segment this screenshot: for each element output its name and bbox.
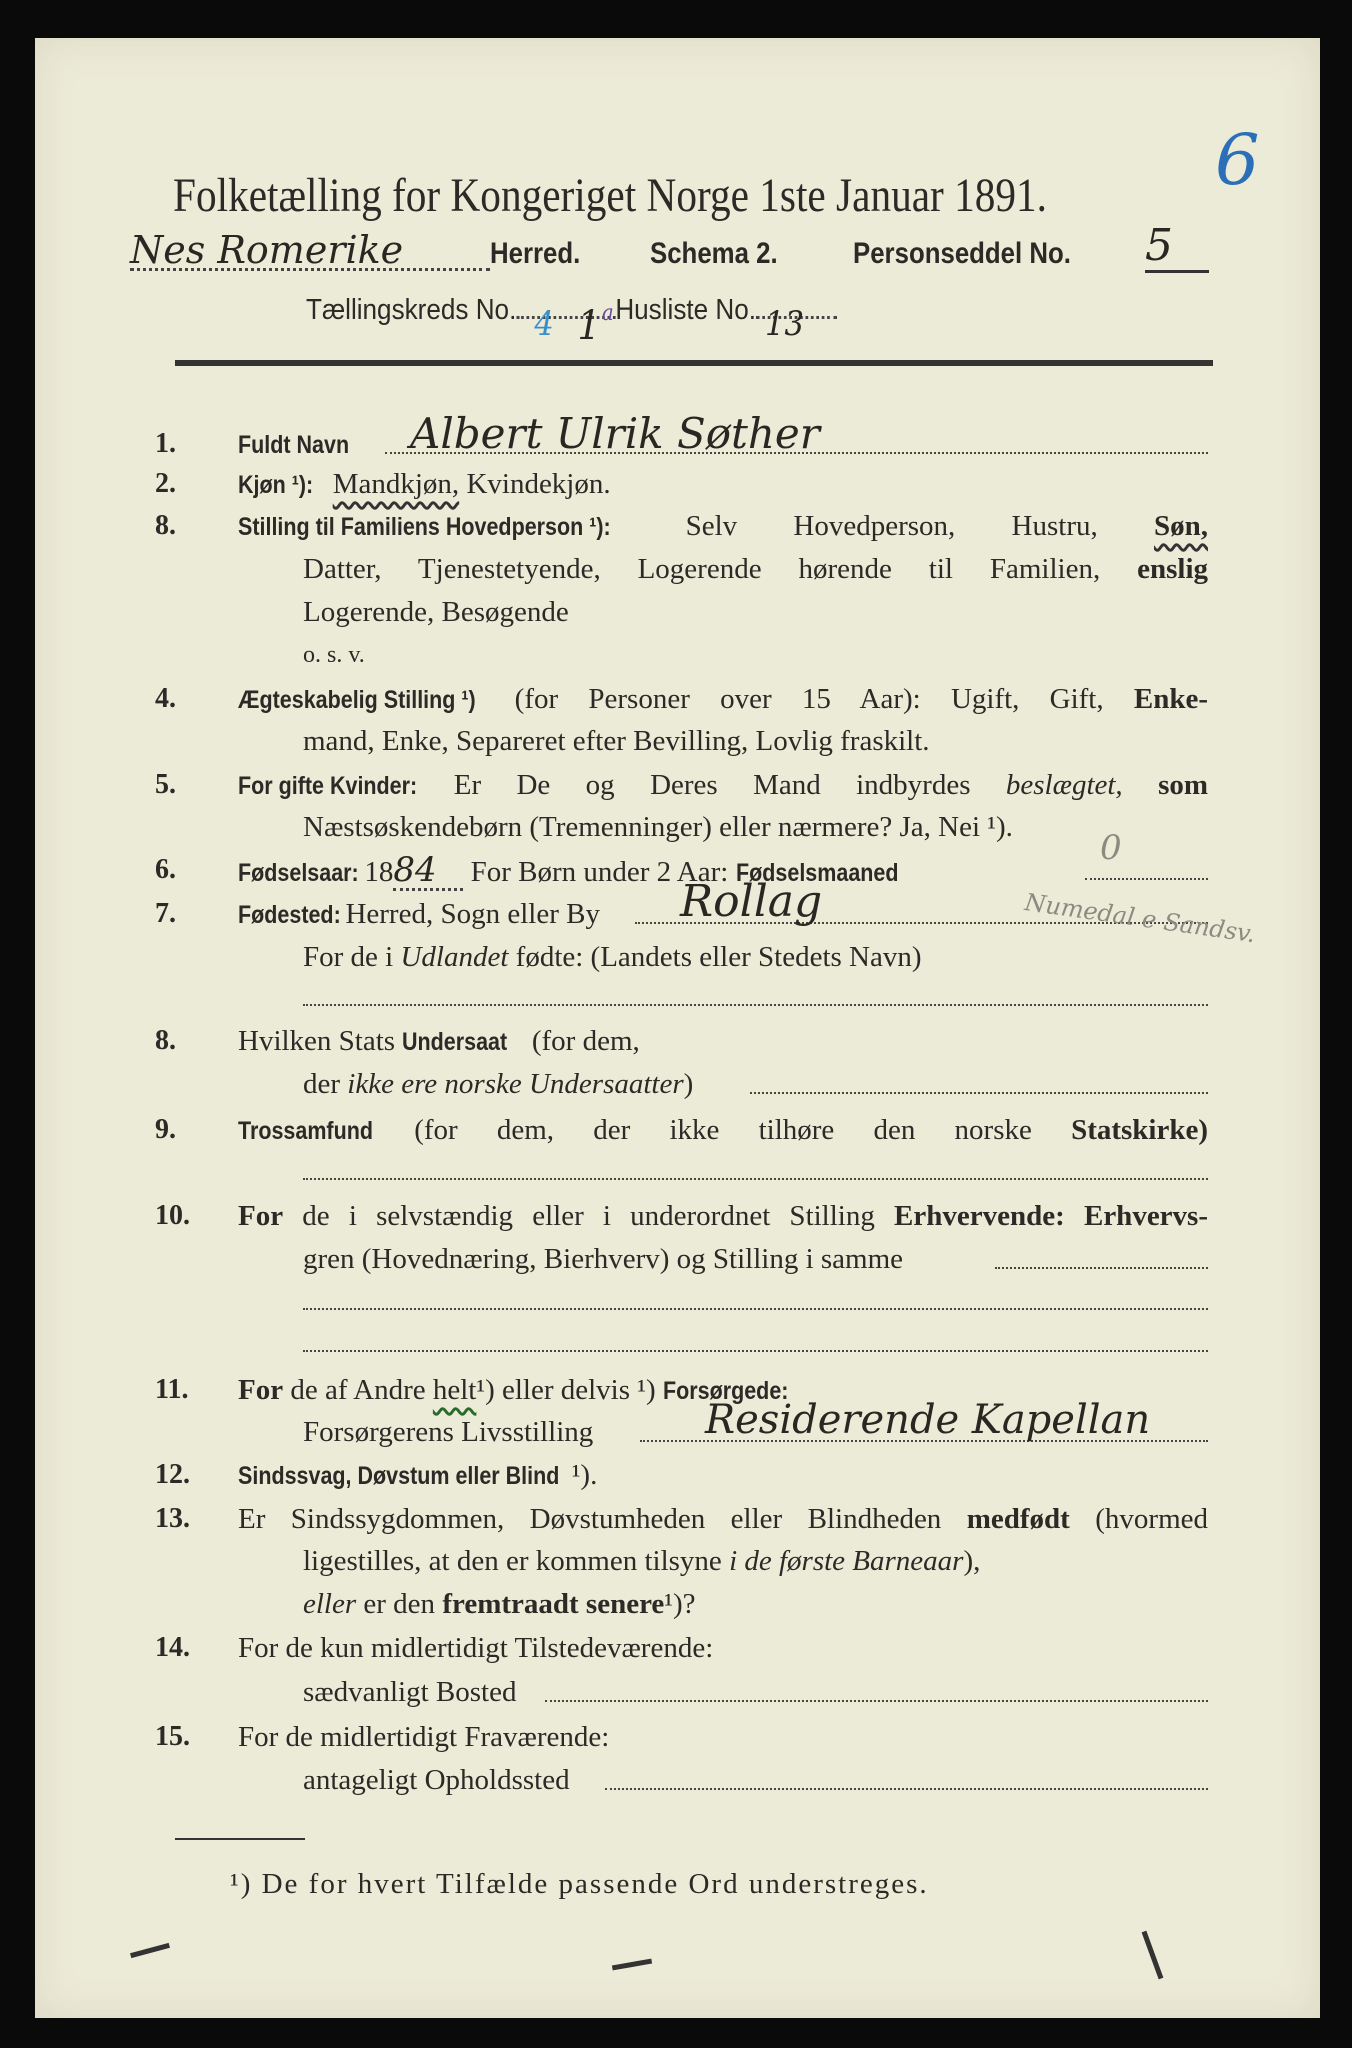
religion-label: Trossamfund — [238, 1117, 374, 1145]
item-number: 9. — [155, 1114, 176, 1145]
item-married-women — [238, 767, 1208, 804]
dependents-text: de af Andre — [290, 1374, 426, 1406]
item-disability — [238, 1457, 597, 1494]
citizenship-label: Hvilken Stats — [238, 1025, 396, 1057]
husliste-value: 13 — [765, 304, 804, 344]
family-position-line-3: Logerende, Besøgende — [303, 596, 569, 628]
item-full-name — [238, 426, 367, 463]
birth-year-label: Fødselsaar: — [238, 859, 359, 887]
census-form-page — [35, 38, 1320, 2018]
item-number: 15. — [155, 1721, 190, 1752]
married-women-question: Er De og Deres Mand indbyrdes — [453, 769, 971, 801]
item-number: 8. — [155, 1025, 176, 1056]
item-number: 14. — [155, 1632, 190, 1663]
kreds-line — [306, 292, 837, 349]
item-religion — [238, 1112, 1208, 1149]
occupation-text: de i selvstændig eller i underordnet Stilling — [302, 1200, 875, 1232]
item-number: 6. — [155, 854, 176, 885]
congenital-text-3: ligestilles, at den er kommen tilsyne — [303, 1545, 722, 1577]
congenital-ref: ¹)? — [664, 1588, 696, 1620]
provider-occupation-label: Forsørgerens Livsstilling — [303, 1416, 594, 1448]
footnote-rule — [175, 1838, 305, 1840]
married-women-italic: beslægtet, — [1005, 769, 1123, 801]
dependents-text-2: ¹) eller delvis ¹) — [476, 1374, 656, 1406]
husliste-field — [756, 304, 837, 344]
married-women-line-2: Næstsøskendebørn (Tremenninger) eller nærmere? Ja, Nei ¹). — [303, 811, 1013, 843]
item-number: 10. — [155, 1200, 190, 1231]
marital-label: Ægteskabelig Stilling ¹) — [238, 686, 476, 714]
congenital-text: Er Sindssygdommen, Døvstumheden eller Blindheden — [238, 1503, 942, 1535]
occupation-line-2: gren (Hovednæring, Bierhverv) og Stilling i samme — [303, 1243, 904, 1275]
occupation-field[interactable] — [995, 1267, 1208, 1269]
header-rule — [175, 360, 1213, 366]
disability-label: Sindssvag, Døvstum eller Blind — [238, 1462, 560, 1490]
marital-options: (for Personer over 15 Aar): Ugift, Gift, — [514, 683, 1104, 715]
sex-option[interactable]: Kvindekjøn. — [466, 468, 611, 500]
herred-value: Nes Romerike — [130, 232, 490, 271]
marital-option-enke: Enke- — [1133, 683, 1209, 715]
religion-condition: (for dem, der ikke tilhøre den norske — [414, 1114, 1032, 1146]
citizenship-label-bold: Undersaat — [402, 1028, 508, 1056]
birthplace-value[interactable]: Rollag — [680, 876, 823, 927]
footnote: ¹) De for hvert Tilfælde passende Ord understreges. — [230, 1868, 929, 1900]
husliste-label: Husliste No. — [615, 294, 757, 326]
foreign-italic: Udlandet — [400, 941, 509, 973]
temporary-absent-label: For de midlertidigt Fraværende: — [238, 1721, 610, 1753]
citizenship-field[interactable] — [750, 1092, 1208, 1094]
item-number: 2. — [155, 468, 176, 499]
birth-month-condition: For Børn under 2 Aar: — [470, 856, 729, 888]
congenital-paren: ), — [963, 1545, 981, 1577]
birthplace-question: Herred, Sogn eller By — [345, 898, 600, 930]
full-name-value[interactable]: Albert Ulrik Søther — [410, 409, 820, 458]
herred-line — [130, 228, 595, 272]
birth-year-value[interactable]: 84 — [393, 852, 463, 891]
congenital-later: fremtraadt senere — [442, 1588, 665, 1620]
dependents-bold: Forsørgede: — [662, 1377, 789, 1405]
family-position-enslig: enslig — [1137, 553, 1209, 585]
usual-residence-label: sædvanligt Bosted — [303, 1676, 517, 1708]
congenital-italic: i de første Barneaar — [729, 1545, 964, 1577]
kreds-field — [516, 301, 615, 349]
dependents-label: For — [238, 1374, 284, 1406]
item-number: 13. — [155, 1503, 190, 1534]
religion-field[interactable] — [303, 1178, 1208, 1180]
occupation-bold: Erhvervende: Erhvervs- — [894, 1200, 1208, 1232]
item-number: 8. — [155, 510, 176, 541]
family-position-options: Datter, Tjenestetyende, Logerende hørende til Familien, — [303, 553, 1101, 585]
item-number: 7. — [155, 898, 176, 929]
birth-month-label: Fødselsmaaned — [735, 859, 899, 887]
item-occupation — [238, 1198, 1208, 1234]
occupation-field-3[interactable] — [303, 1350, 1208, 1352]
probable-residence-label: antageligt Opholdssted — [303, 1764, 570, 1796]
item-marital-status — [238, 681, 1208, 718]
item-sex — [238, 466, 611, 503]
citizenship-italic: ikke ere norske Undersaatter — [347, 1068, 684, 1100]
congenital-line-2 — [303, 1543, 980, 1579]
married-women-som: som — [1158, 769, 1209, 801]
sex-label: Kjøn ¹): — [238, 471, 314, 499]
item-number: 4. — [155, 683, 176, 714]
kreds-crossed: 4 — [534, 304, 554, 344]
family-position-options: Selv Hovedperson, Hustru, — [685, 510, 1098, 542]
foreign-text-2: fødte: (Landets eller Stedets Navn) — [515, 941, 922, 973]
temporary-present-label: For de kun midlertidigt Tilstedeværende: — [238, 1632, 714, 1664]
congenital-text-4: er den — [363, 1588, 436, 1620]
item-number: 12. — [155, 1459, 190, 1490]
birth-month-line — [1085, 878, 1208, 880]
sex-selected-option[interactable]: Mandkjøn, — [332, 468, 460, 500]
birthplace-label: Fødested: — [238, 901, 341, 929]
item-family-position — [238, 508, 1208, 545]
family-position-etc: o. s. v. — [303, 642, 365, 668]
congenital-line-3 — [303, 1586, 696, 1622]
usual-residence-field[interactable] — [545, 1700, 1208, 1702]
kreds-label: Tællingskreds No. — [306, 294, 517, 326]
probable-residence-field[interactable] — [605, 1788, 1208, 1790]
birth-month-value[interactable]: 0 — [1100, 828, 1122, 868]
item-birthplace — [238, 896, 600, 933]
occupation-field-2[interactable] — [303, 1308, 1208, 1310]
religion-statskirke: Statskirke) — [1071, 1114, 1209, 1146]
occupation-label: For — [238, 1200, 284, 1232]
birth-year-prefix: 18 — [364, 856, 394, 888]
marital-line-2: mand, Enke, Separeret efter Bevilling, Lovlig fraskilt. — [303, 725, 930, 757]
family-position-label: Stilling til Familiens Hovedperson ¹): — [238, 513, 611, 541]
family-position-selected[interactable]: Søn, — [1154, 510, 1209, 542]
dependents-selected[interactable]: helt — [432, 1374, 477, 1406]
form-title: Folketælling for Kongeriget Norge 1ste Januar 1891. — [173, 169, 1048, 222]
kreds-sup: a — [601, 301, 614, 326]
page-mark: 6 — [1215, 119, 1260, 201]
family-position-line-2 — [303, 551, 1208, 587]
item-number: 5. — [155, 769, 176, 800]
herred-label: Herred. — [490, 237, 581, 270]
provider-occupation-value[interactable]: Residerende Kapellan — [705, 1397, 1151, 1443]
congenital-eller: eller — [303, 1588, 357, 1620]
citizenship-condition: (for dem, — [531, 1025, 640, 1057]
schema-label: Schema 2. — [650, 237, 778, 270]
birthplace-note: Numedal e Sandsv. — [1023, 888, 1258, 949]
personseddel-value: 5 — [1145, 222, 1209, 273]
disability-footnote-ref: ¹). — [571, 1459, 598, 1491]
citizenship-text: der — [303, 1068, 341, 1100]
citizenship-paren: ) — [683, 1068, 694, 1100]
foreign-text: For de i — [303, 941, 394, 973]
citizenship-line-2 — [303, 1066, 693, 1102]
item-number: 1. — [155, 428, 176, 459]
foreign-birthplace-line — [303, 939, 922, 975]
foreign-birthplace-field[interactable] — [303, 1004, 1208, 1006]
item-congenital — [238, 1501, 1208, 1537]
kreds-value: 1 — [577, 303, 601, 349]
congenital-text-2: (hvormed — [1095, 1503, 1209, 1535]
item-citizenship — [238, 1023, 640, 1060]
congenital-bold: medfødt — [966, 1503, 1070, 1535]
personseddel-label: Personseddel No. — [853, 237, 1071, 270]
item-number: 11. — [155, 1374, 189, 1405]
married-women-label: For gifte Kvinder: — [238, 772, 418, 800]
full-name-label: Fuldt Navn — [238, 431, 350, 459]
